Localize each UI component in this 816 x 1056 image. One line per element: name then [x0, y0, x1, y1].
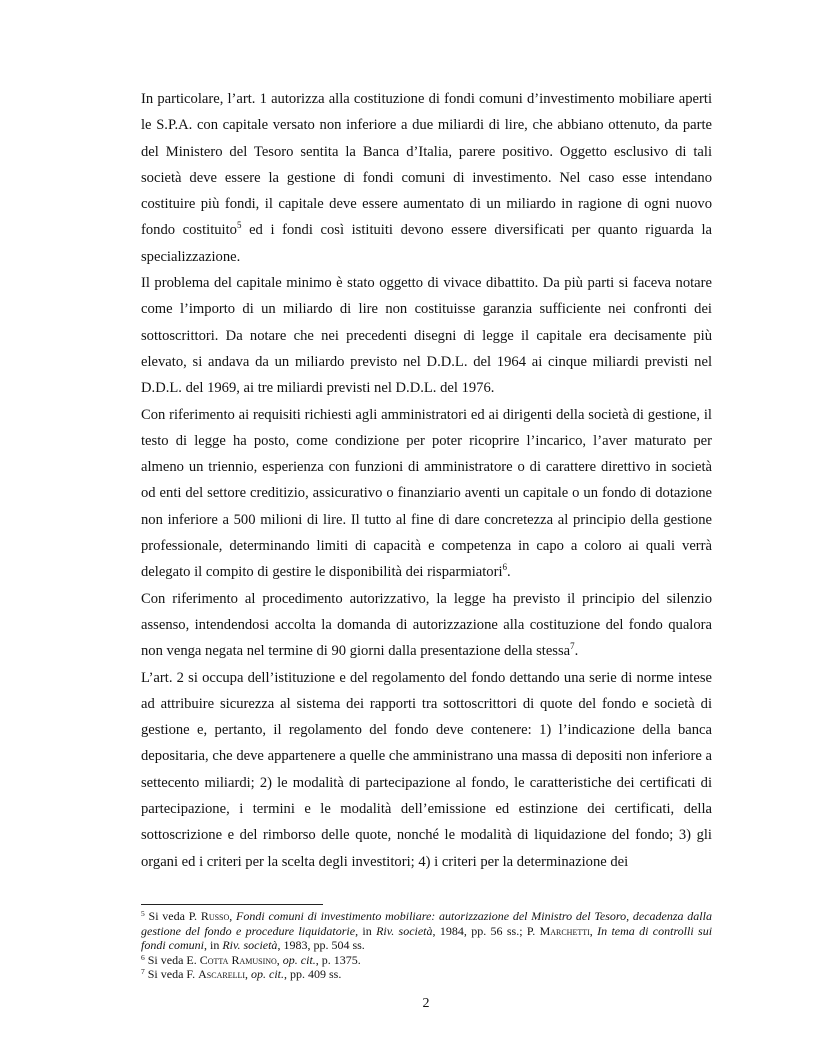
work-title: Fondi comuni di investimento mobiliare: autorizzazione del Ministro del Tesoro, decadenza dalla gestione del fondo e procedure liquidatorie — [141, 909, 712, 938]
paragraph-text: Con riferimento ai requisiti richiesti agli amministratori ed ai dirigenti della società di gestione, il testo di legge ha posto, come condizione per poter ricoprire l’incarico, l’aver maturato per almeno un triennio, esperienza con funzioni di amministratore o di carattere direttivo in società od enti del settore creditizio, assicurativo o finanziario aventi un capitale o un fondo di dotazione non inferiore a 500 milioni di lire. Il tutto al fine di dare concretezza al principio della gestione professionale, determinando limiti di capacità e competenza in capo a coloro ai quali verrà delegato il compito di gestire le disponibilità dei risparmiatori — [141, 406, 712, 581]
footnote-ref-5: 5 — [236, 220, 242, 231]
author-name: Russo — [200, 909, 230, 923]
paragraph-text: In particolare, l’art. 1 autorizza alla costituzione di fondi comuni d’investimento mobiliare aperti le S.P.A. con capitale versato non inferiore a due miliardi di lire, che abbiano ottenuto, da parte del Ministero del Tesoro sentita la Banca d’Italia, parere positivo. Oggetto esclusivo di tali società deve essere la gestione di fondi comuni di investimento. Nel caso esse intendano costituire più fondi, il capitale deve essere aumentato di un miliardo in ragione di ogni nuovo fondo costituito — [141, 91, 712, 239]
journal-title: Riv. società — [376, 923, 433, 938]
footnotes — [141, 909, 712, 982]
footnote-text: , 1983, pp. 504 ss. — [277, 938, 365, 953]
footnote-text: , — [276, 952, 283, 967]
paragraph-3 — [141, 402, 712, 586]
footnote-6 — [141, 953, 712, 968]
footnote-ref-7: 7 — [570, 641, 575, 652]
paragraph-2 — [141, 270, 712, 401]
footnote-text: , p. 1375. — [315, 952, 361, 967]
footnote-number: 5 — [141, 909, 145, 918]
footnote-text: , in — [355, 923, 377, 938]
paragraph-4 — [141, 586, 712, 665]
footnote-text: , in — [204, 938, 223, 953]
footnote-5 — [141, 909, 712, 953]
work-title: In tema di controlli sui fondi comuni — [141, 923, 713, 953]
paragraph-text: Con riferimento al procedimento autorizzativo, la legge ha previsto il principio del silenzio assenso, intendendosi accolta la domanda di autorizzazione alla costituzione del fondo qualora non venga negata nel termine di 90 giorni dalla presentazione della stessa — [141, 590, 712, 660]
footnote-text: , 1984, pp. 56 ss.; P. — [432, 923, 540, 938]
footnote-text: , — [245, 967, 252, 982]
footnote-7 — [141, 967, 712, 982]
footnote-ref-6: 6 — [502, 562, 508, 573]
paragraph-text: . — [574, 643, 579, 660]
citation-abbreviation: op. cit. — [282, 952, 316, 967]
body-text — [141, 86, 712, 875]
footnote-text: , — [589, 923, 598, 938]
footnote-text: Si veda P. — [144, 909, 201, 923]
paragraph-text: Il problema del capitale minimo è stato oggetto di vivace dibattito. Da più parti si faceva notare come l’importo di un miliardo di lire non costituisse garanzia sufficiente nei confronti dei sottoscrittori. Da notare che nei precedenti disegni di legge il capitale era decisamente più elevato, si andava da un miliardo previsto nel D.D.L. del 1964 ai cinque miliardi previsti nel D.D.L. del 1969, ai tre miliardi previsti nel D.D.L. del 1976. — [141, 275, 712, 397]
paragraph-1 — [141, 86, 712, 270]
journal-title: Riv. società — [222, 938, 278, 953]
footnote-text: , pp. 409 ss. — [284, 967, 342, 982]
citation-abbreviation: op. cit. — [251, 967, 285, 982]
paragraph-text: . — [507, 564, 511, 581]
page-number: 2 — [422, 996, 430, 1011]
footnote-divider — [141, 904, 323, 905]
paragraph-text: ed i fondi così istituiti devono essere diversificati per quanto riguarda la specializzazione. — [141, 222, 712, 265]
footnote-text: Si veda F. — [144, 967, 199, 982]
footnote-text: , — [229, 909, 237, 923]
footnote-text: Si veda E. — [144, 952, 200, 967]
author-name: Marchetti — [539, 923, 590, 938]
paragraph-text: L’art. 2 si occupa dell’istituzione e del regolamento del fondo dettando una serie di norme intese ad attribuire sicurezza al sistema dei rapporti tra sottoscrittori di quote del fondo e società di gestione e, pertanto, il regolamento del fondo deve contenere: 1) l’indicazione della banca depositaria, che deve appartenere a quelle che amministrano una massa di depositi non inferiore a settecento miliardi; 2) le modalità di partecipazione al fondo, le caratteristiche dei certificati di partecipazione, i termini e le modalità dell’emissione ed estinzione dei certificati, della sottoscrizione e del rimborso delle quote, nonché le modalità di liquidazione del fondo; 3) gli organi ed i criteri per la scelta degli investitori; 4) i criteri per la determinazione dei — [141, 669, 712, 870]
footnote-number: 6 — [141, 952, 145, 962]
author-name: Ascarelli — [198, 967, 246, 982]
paragraph-5 — [141, 665, 712, 875]
author-name: Cotta Ramusino — [199, 952, 277, 967]
footnote-number: 7 — [141, 967, 145, 977]
